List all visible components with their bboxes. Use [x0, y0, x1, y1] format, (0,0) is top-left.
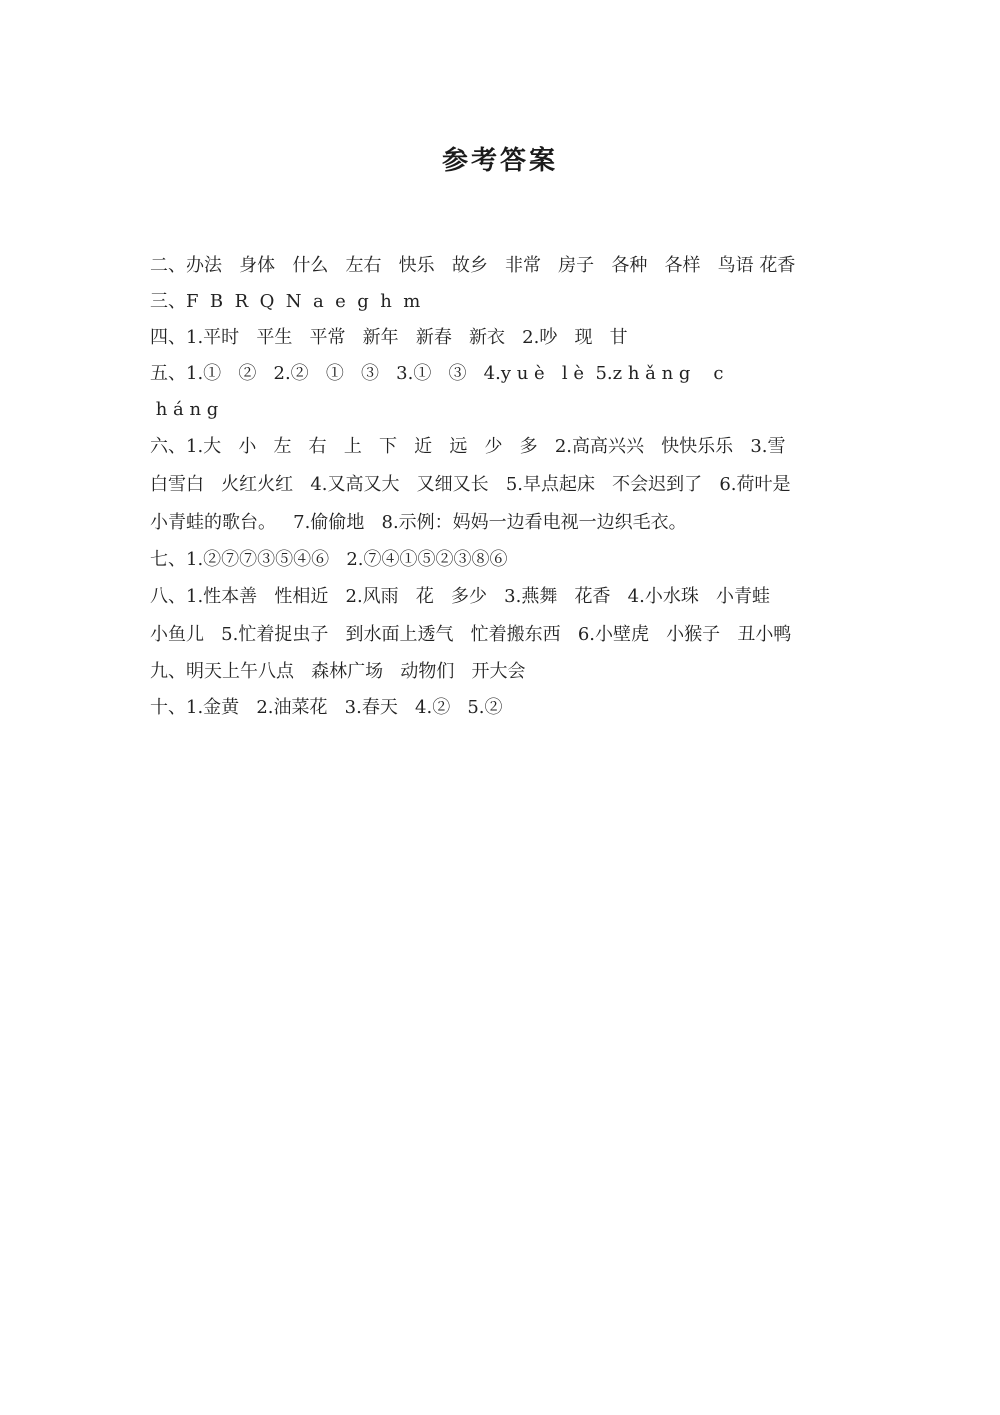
answer-line-7: 七、1.②⑦⑦③⑤④⑥ 2.⑦④①⑤②③⑧⑥	[150, 549, 508, 570]
answer-line-6: 六、1.大 小 左 右 上 下 近 远 少 多 2.高高兴兴 快快乐乐 3.雪	[150, 436, 786, 457]
answer-line-6-cont-a: 白雪白 火红火红 4.又高又大 又细又长 5.早点起床 不会迟到了 6.荷叶是	[150, 474, 791, 495]
answer-line-2: 二、办法 身体 什么 左右 快乐 故乡 非常 房子 各种 各样 鸟语 花香	[150, 255, 796, 276]
answer-line-10: 十、1.金黄 2.油菜花 3.春天 4.② 5.②	[150, 697, 503, 718]
answer-line-3: 三、F B R Q N a e g h m	[150, 291, 421, 312]
answer-list	[150, 248, 895, 726]
answer-line-5-cont: h á n g	[150, 399, 219, 420]
answer-line-5: 五、1.① ② 2.② ① ③ 3.① ③ 4.y u è l è 5.z h ǎ n g c	[150, 363, 724, 384]
page-title: 参考答案	[441, 146, 558, 176]
answer-line-8-cont: 小鱼儿 5.忙着捉虫子 到水面上透气 忙着搬东西 6.小壁虎 小猴子 丑小鸭	[150, 624, 792, 645]
answer-line-8: 八、1.性本善 性相近 2.风雨 花 多少 3.燕舞 花香 4.小水珠 小青蛙	[150, 586, 771, 607]
answer-line-6-cont-b: 小青蛙的歌台。 7.偷偷地 8.示例：妈妈一边看电视一边织毛衣。	[150, 512, 687, 533]
answer-line-4: 四、1.平时 平生 平常 新年 新春 新衣 2.吵 现 甘	[150, 327, 628, 348]
answer-line-9: 九、明天上午八点 森林广场 动物们 开大会	[150, 661, 526, 682]
